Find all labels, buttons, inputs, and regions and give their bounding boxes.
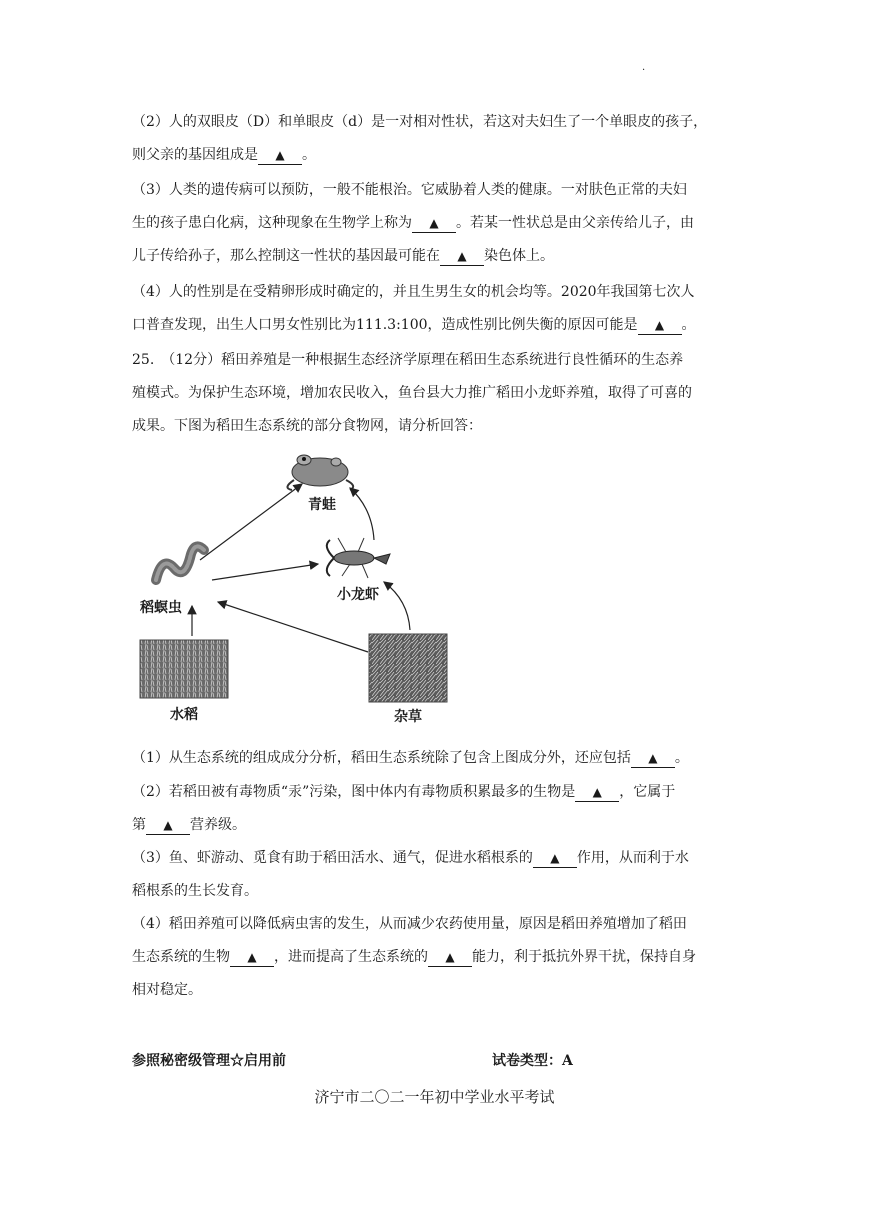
- food-web-svg: [132, 440, 492, 740]
- answer-blank[interactable]: ▲: [631, 749, 675, 768]
- q25-sub2: （2）若稻田被有毒物质“汞”污染，图中体内有毒物质积累最多的生物是 ▲ ，它属于 第 ▲ 营养级。: [132, 784, 676, 833]
- arrow-borer-to-crayfish: [212, 564, 318, 580]
- q24-part4: （4）人的性别是在受精卵形成时确定的，并且生男生女的机会均等。2020年我国第七次人 口普查发现，出生人口男女性别比为111.3:100，造成性别比例失衡的原因可能是 ▲ 。: [132, 284, 696, 333]
- rice-label: 水稻: [170, 707, 198, 723]
- frog-label: 青蛙: [308, 497, 336, 513]
- answer-blank[interactable]: ▲: [428, 948, 472, 967]
- q24-part2: （2）人的双眼皮（D）和单眼皮（d）是一对相对性状，若这对夫妇生了一个单眼皮的孩子， 则父亲的基因组成是 ▲ 。: [132, 114, 708, 163]
- crayfish-icon: [327, 538, 390, 578]
- page-mark: .: [642, 62, 646, 73]
- weeds-label: 杂草: [394, 709, 422, 725]
- q24-part3: （3）人类的遗传病可以预防，一般不能根治。它威胁着人类的健康。一对肤色正常的夫妇 生的孩子患白化病，这种现象在生物学上称为 ▲ 。若某一性状总是由父亲传给儿子，由 儿子传给孙子，那么控制这一性状的基因最可能在 ▲ 染色体上。: [132, 182, 694, 264]
- arrow-weeds-to-borer: [218, 602, 368, 652]
- answer-blank[interactable]: ▲: [440, 247, 484, 266]
- answer-blank[interactable]: ▲: [533, 849, 577, 868]
- arrow-borer-to-frog: [200, 484, 302, 560]
- borer-label: 稻螟虫: [140, 600, 182, 616]
- q25-sub1: （1）从生态系统的组成成分分析，稻田生态系统除了包含上图成分外，还应包括 ▲ 。: [132, 750, 689, 766]
- answer-blank[interactable]: ▲: [412, 214, 456, 233]
- arrow-weeds-to-crayfish: [384, 582, 410, 630]
- answer-blank[interactable]: ▲: [230, 948, 274, 967]
- paper-type: 试卷类型：A: [492, 1053, 573, 1069]
- frog-icon: [287, 455, 353, 490]
- q25-intro: 25. （12分）稻田养殖是一种根据生态经济学原理在稻田生态系统进行良性循环的生态养 殖模式。为保护生态环境，增加农民收入，鱼台县大力推广稻田小龙虾养殖，取得了可喜的 成果。下图为稻田生态系统的部分食物网，请分析回答：: [132, 352, 692, 434]
- answer-blank[interactable]: ▲: [638, 316, 682, 335]
- q25-sub3: （3）鱼、虾游动、觅食有助于稻田活水、通气，促进水稻根系的 ▲ 作用，从而利于水 稻根系的生长发育。: [132, 850, 689, 899]
- answer-blank[interactable]: ▲: [146, 816, 190, 835]
- crayfish-label: 小龙虾: [337, 587, 379, 603]
- answer-blank[interactable]: ▲: [575, 783, 619, 802]
- q25-sub4: （4）稻田养殖可以降低病虫害的发生，从而减少农药使用量，原因是稻田养殖增加了稻田 生态系统的生物 ▲ ，进而提高了生态系统的 ▲ 能力，利于抵抗外界干扰，保持自身 相对稳定。: [132, 916, 696, 998]
- food-web-diagram: [132, 440, 492, 740]
- rice-image: [140, 640, 228, 698]
- secrecy-notice: 参照秘密级管理☆启用前: [132, 1053, 286, 1069]
- weeds-image: [369, 634, 447, 702]
- rice-borer-icon: [156, 546, 204, 580]
- arrow-crayfish-to-frog: [350, 488, 374, 540]
- answer-blank[interactable]: ▲: [258, 146, 302, 165]
- exam-title: 济宁市二〇二一年初中学业水平考试: [314, 1088, 555, 1106]
